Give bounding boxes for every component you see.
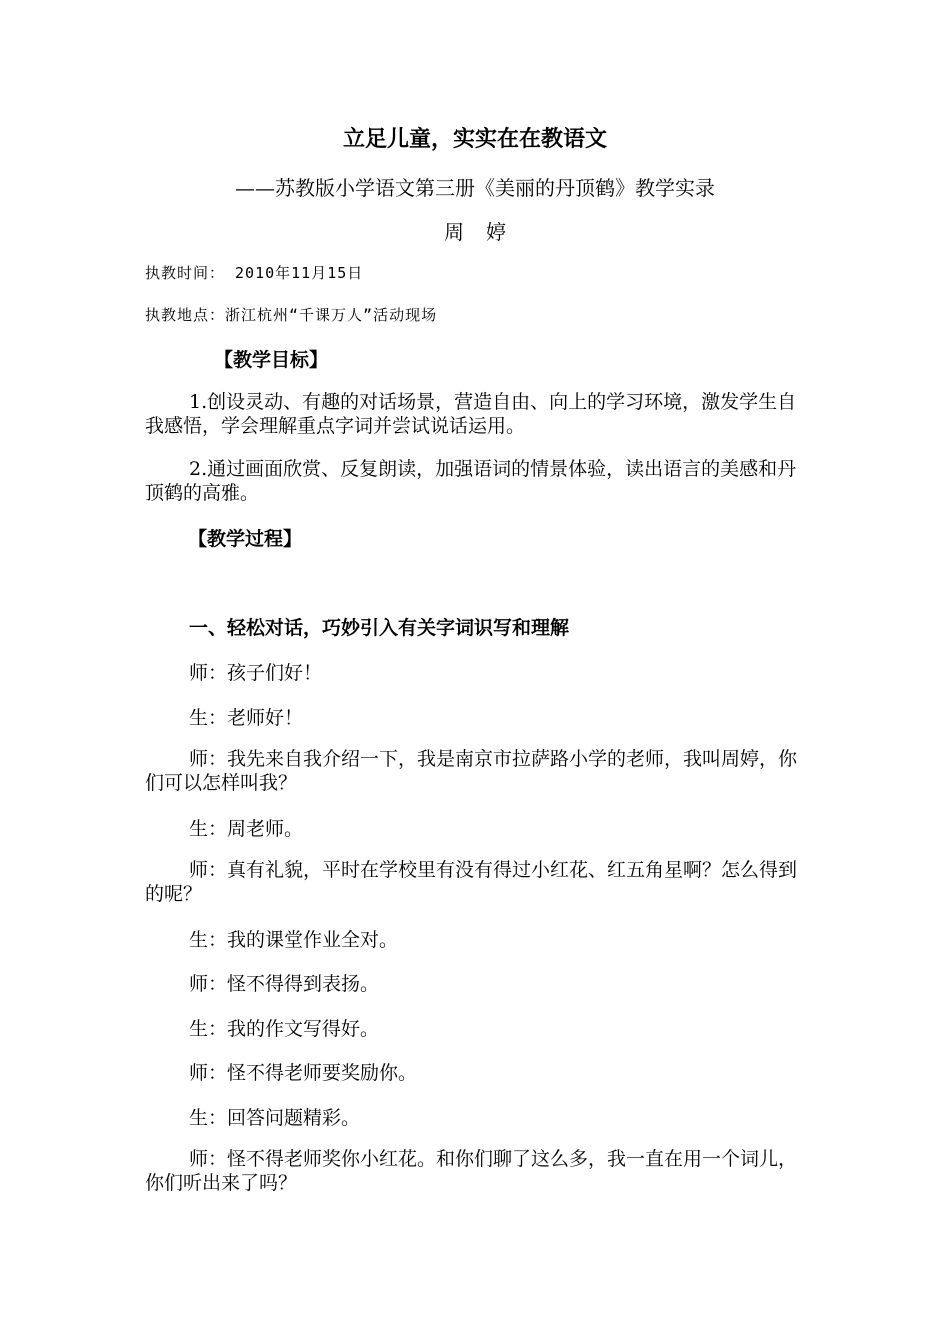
teaching-place: 执教地点：浙江杭州“千课万人”活动现场 xyxy=(145,306,438,324)
dialogue-line: 师：怪不得老师奖你小红花。和你们聊了这么多，我一直在用一个词儿，你们听出来了吗？ xyxy=(145,1148,798,1194)
goal-2: 2.通过画面欣赏、反复朗读，加强语词的情景体验，读出语言的美感和丹顶鹤的高雅。 xyxy=(145,458,797,504)
document-title: 立足儿童，实实在在教语文 xyxy=(342,126,607,152)
dialogue-line: 生：周老师。 xyxy=(189,818,304,840)
dialogue-line: 生：我的课堂作业全对。 xyxy=(189,929,399,951)
dialogue-line: 师：真有礼貌，平时在学校里有没有得过小红花、红五角星啊？怎么得到的呢？ xyxy=(145,859,798,905)
dialogue-line: 师：我先来自我介绍一下，我是南京市拉萨路小学的老师，我叫周婷，你们可以怎样叫我？ xyxy=(145,748,798,794)
dialogue-line: 师：怪不得得到表扬。 xyxy=(189,973,380,995)
process-heading: 【教学过程】 xyxy=(188,528,303,550)
goals-heading: 【教学目标】 xyxy=(214,349,329,371)
dialogue-line: 生：老师好！ xyxy=(189,707,304,729)
teaching-time: 执教时间： 2010年11月15日 xyxy=(145,264,364,282)
document-subtitle: ——苏教版小学语文第三册《美丽的丹顶鹤》教学实录 xyxy=(235,176,715,200)
author-name: 周婷 xyxy=(444,220,528,244)
part-1-heading: 一、轻松对话，巧妙引入有关字词识写和理解 xyxy=(189,617,570,639)
dialogue-line: 生：回答问题精彩。 xyxy=(189,1107,361,1129)
goal-1: 1.创设灵动、有趣的对话场景，营造自由、向上的学习环境，激发学生自我感悟，学会理解重点字词并尝试说话运用。 xyxy=(145,391,797,437)
dialogue-line: 生：我的作文写得好。 xyxy=(189,1018,380,1040)
dialogue-line: 师：怪不得老师要奖励你。 xyxy=(189,1062,418,1084)
dialogue-line: 师：孩子们好！ xyxy=(189,662,323,684)
